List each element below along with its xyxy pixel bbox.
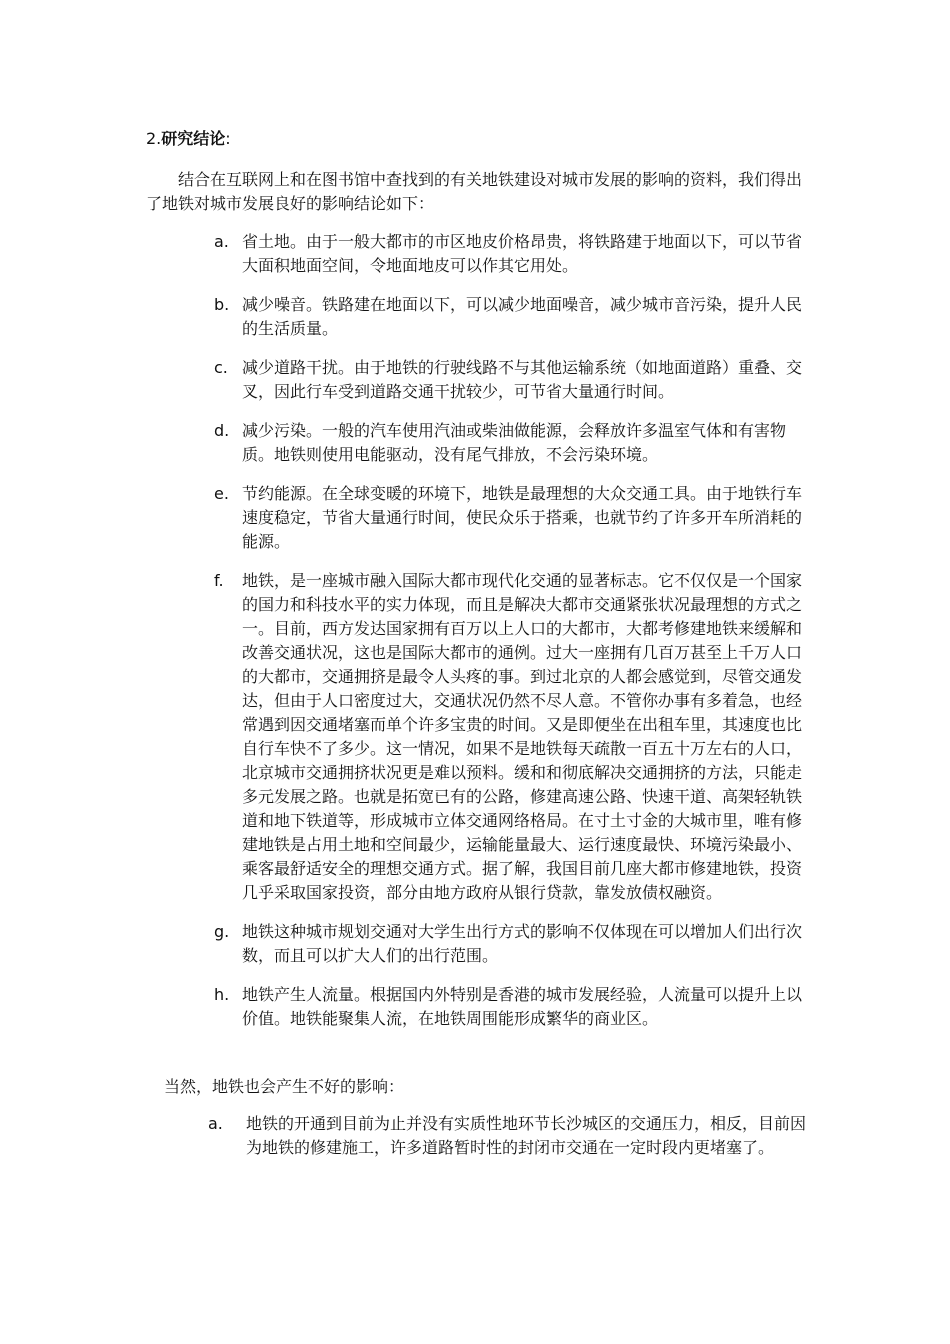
list-item [210,356,806,404]
list-marker: d. [214,421,230,440]
list-item-text: 省土地。由于一般大都市的市区地皮价格昂贵，将铁路建于地面以下，可以节省大面积地面空间，令地面地皮可以作其它用处。 [242,232,803,275]
list-item [210,293,806,341]
section-colon: : [225,129,231,148]
list-marker: b. [214,295,230,314]
list-marker: a. [214,232,229,251]
list-item-text: 地铁产生人流量。根据国内外特别是香港的城市发展经验，人流量可以提升上以价值。地铁能聚集人流，在地铁周围能形成繁华的商业区。 [242,985,803,1028]
list-item [210,230,806,278]
list-item-text: 减少噪音。铁路建在地面以下，可以减少地面噪音，减少城市音污染，提升人民的生活质量。 [242,295,803,338]
list-marker: g. [214,922,230,941]
list-marker: e. [214,484,229,503]
list-item [210,482,806,554]
list-item-text: 地铁这种城市规划交通对大学生出行方式的影响不仅体现在可以增加人们出行次数，而且可以扩大人们的出行范围。 [242,922,803,965]
negative-intro: 当然，地铁也会产生不好的影响： [164,1077,405,1096]
section-title: 研究结论 [161,129,226,148]
section-number: 2. [146,129,162,148]
list-item-text: 地铁，是一座城市融入国际大都市现代化交通的显著标志。它不仅仅是一个国家的国力和科技水平的实力体现，而且是解决大都市交通紧张状况最理想的方式之一。目前，西方发达国家拥有百万以上人口的大都市，大都考修建地铁来缓解和改善交通状况，这也是国际大都市的通例。过大一座拥有几百万甚至上千万人口的大都市，交通拥挤是最令人头疼的事。到过北京的人都会感觉到，尽管交通发达，但由于人口密度过大，交通状况仍然不尽人意。不管你办事有多着急，也经常遇到因交通堵塞而单个许多宝贵的时间。又是即便坐在出租车里，其速度也比自行车快不了多少。这一情况，如果不是地铁每天疏散一百五十万左右的人口，北京城市交通拥挤状况更是难以预料。缓和和彻底解决交通拥挤的方法，只能走多元发展之路。也就是拓宽已有的公路，修建高速公路、快速干道、高架轻轨铁道和地下铁道等，形成城市立体交通网络格局。在寸土寸金的大城市里，唯有修建地铁是占用土地和空间最少，运输能量最大、运行速度最快、环境污染最小、乘客最舒适安全的理想交通方式。据了解，我国目前几座大都市修建地铁，投资几乎采取国家投资，部分由地方政府从银行贷款，靠发放债权融资。 [242,571,803,902]
list-marker: f. [214,571,224,590]
list-item-text: 减少道路干扰。由于地铁的行驶线路不与其他运输系统（如地面道路）重叠、交叉，因此行车受到道路交通干扰较少，可节省大量通行时间。 [242,358,803,401]
list-marker: c. [214,358,228,377]
list-item [210,983,806,1031]
positive-effects-list [210,230,806,1046]
list-item-text: 节约能源。在全球变暖的环境下，地铁是最理想的大众交通工具。由于地铁行车速度稳定，节省大量通行时间，使民众乐于搭乘，也就节约了许多开车所消耗的能源。 [242,484,803,551]
intro-paragraph: 结合在互联网上和在图书馆中查找到的有关地铁建设对城市发展的影响的资料，我们得出了地铁对城市发展良好的影响结论如下： [146,170,803,213]
section-heading [146,128,231,150]
list-marker: a. [208,1114,223,1133]
negative-effects-list [206,1112,806,1160]
list-item [210,419,806,467]
list-item [210,920,806,968]
list-item-text: 减少污染。一般的汽车使用汽油或柴油做能源，会释放许多温室气体和有害物质。地铁则使用电能驱动，没有尾气排放，不会污染环境。 [242,421,787,464]
list-marker: h. [214,985,230,1004]
list-item [206,1112,806,1160]
list-item-text: 地铁的开通到目前为止并没有实质性地环节长沙城区的交通压力，相反，目前因为地铁的修建施工，许多道路暂时性的封闭市交通在一定时段内更堵塞了。 [246,1114,807,1157]
list-item [210,569,806,905]
